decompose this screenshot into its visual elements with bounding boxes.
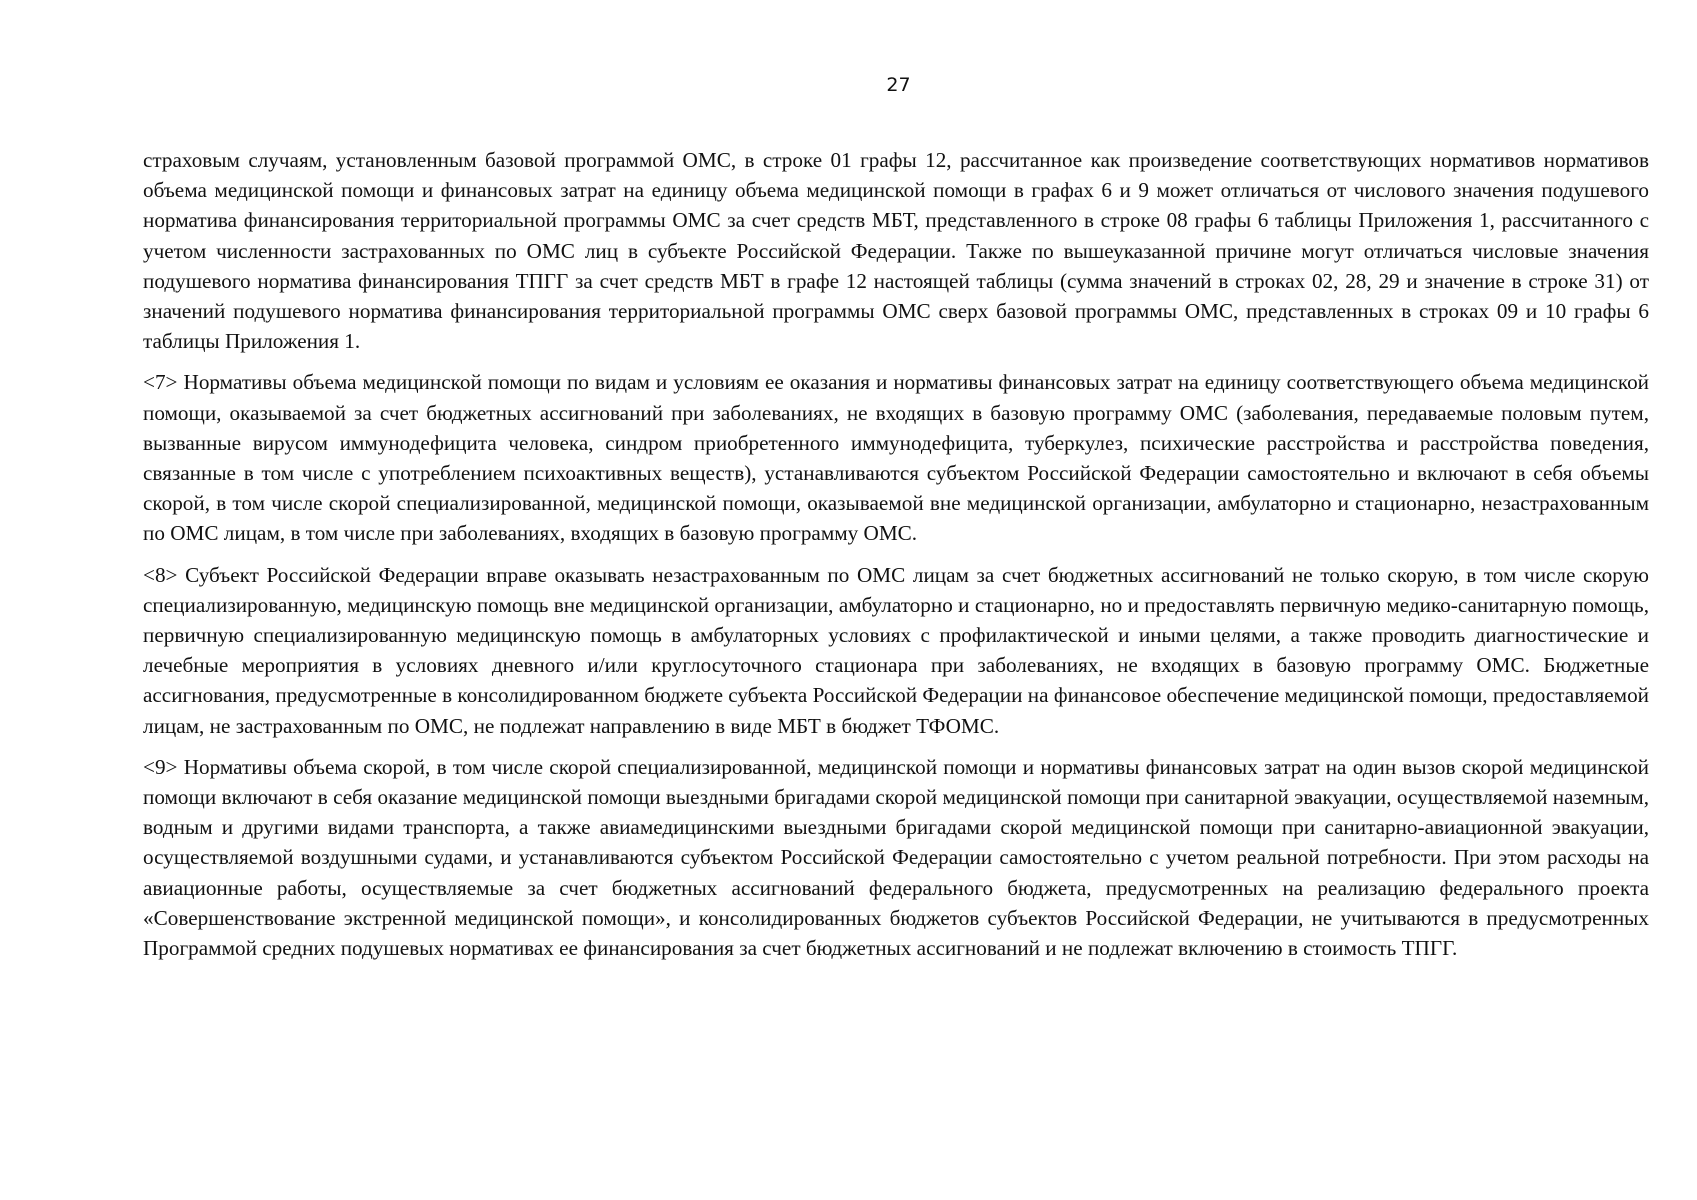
paragraph-continuation: страховым случаям, установленным базовой программой ОМС, в строке 01 графы 12, рассчитанное как произведение соответствующих нормативов нормативов объема медицинской помощи и финансовых затрат на единицу объема медицинской помощи в графах 6 и 9 может отличаться от числового значения подушевого норматива финансирования территориальной программы ОМС за счет средств МБТ, представленного в строке 08 графы 6 таблицы Приложения 1, рассчитанного с учетом численности застрахованных по ОМС лиц в субъекте Российской Федерации. Также по вышеуказанной причине могут отличаться числовые значения подушевого норматива финансирования ТПГГ за счет средств МБТ в графе 12 настоящей таблицы (сумма значений в строках 02, 28, 29 и значение в строке 31) от значений подушевого норматива финансирования территориальной программы ОМС сверх базовой программы ОМС, представленных в строках 09 и 10 графы 6 таблицы Приложения 1. <box>143 148 1649 354</box>
footnote-7: <7> Нормативы объема медицинской помощи по видам и условиям ее оказания и нормативы финансовых затрат на единицу соответствующего объема медицинской помощи, оказываемой за счет бюджетных ассигнований при заболеваниях, не входящих в базовую программу ОМС (заболевания, передаваемые половым путем, вызванные вирусом иммунодефицита человека, синдром приобретенного иммунодефицита, туберкулез, психические расстройства и расстройства поведения, связанные в том числе с употреблением психоактивных веществ), устанавливаются субъектом Российской Федерации самостоятельно и включают в себя объемы скорой, в том числе скорой специализированной, медицинской помощи, оказываемой вне медицинской организации, амбулаторно и стационарно, незастрахованным по ОМС лицам, в том числе при заболеваниях, входящих в базовую программу ОМС. <box>143 370 1649 546</box>
footnote-9: <9> Нормативы объема скорой, в том числе скорой специализированной, медицинской помощи и нормативы финансовых затрат на один вызов скорой медицинской помощи включают в себя оказание медицинской помощи выездными бригадами скорой медицинской помощи при санитарной эвакуации, осуществляемой наземным, водным и другими видами транспорта, а также авиамедицинскими выездными бригадами скорой медицинской помощи при санитарно-авиационной эвакуации, осуществляемой воздушными судами, и устанавливаются субъектом Российской Федерации самостоятельно с учетом реальной потребности. При этом расходы на авиационные работы, осуществляемые за счет бюджетных ассигнований федерального бюджета, предусмотренных на реализацию федерального проекта «Совершенствование экстренной медицинской помощи», и консолидированных бюджетов субъектов Российской Федерации, не учитываются в предусмотренных Программой средних подушевых нормативах ее финансирования за счет бюджетных ассигнований и не подлежат включению в стоимость ТПГГ. <box>143 754 1649 961</box>
document-body <box>143 145 1649 974</box>
page-number: 27 <box>886 74 911 96</box>
footnote-8: <8> Субъект Российской Федерации вправе оказывать незастрахованным по ОМС лицам за счет бюджетных ассигнований не только скорую, в том числе скорую специализированную, медицинскую помощь вне медицинской организации, амбулаторно и стационарно, но и предоставлять первичную медико-санитарную помощь, первичную специализированную медицинскую помощь в амбулаторных условиях с профилактической и иными целями, а также проводить диагностические и лечебные мероприятия в условиях дневного и/или круглосуточного стационара при заболеваниях, не входящих в базовую программу ОМС. Бюджетные ассигнования, предусмотренные в консолидированном бюджете субъекта Российской Федерации на финансовое обеспечение медицинской помощи, предоставляемой лицам, не застрахованным по ОМС, не подлежат направлению в виде МБТ в бюджет ТФОМС. <box>143 562 1649 738</box>
